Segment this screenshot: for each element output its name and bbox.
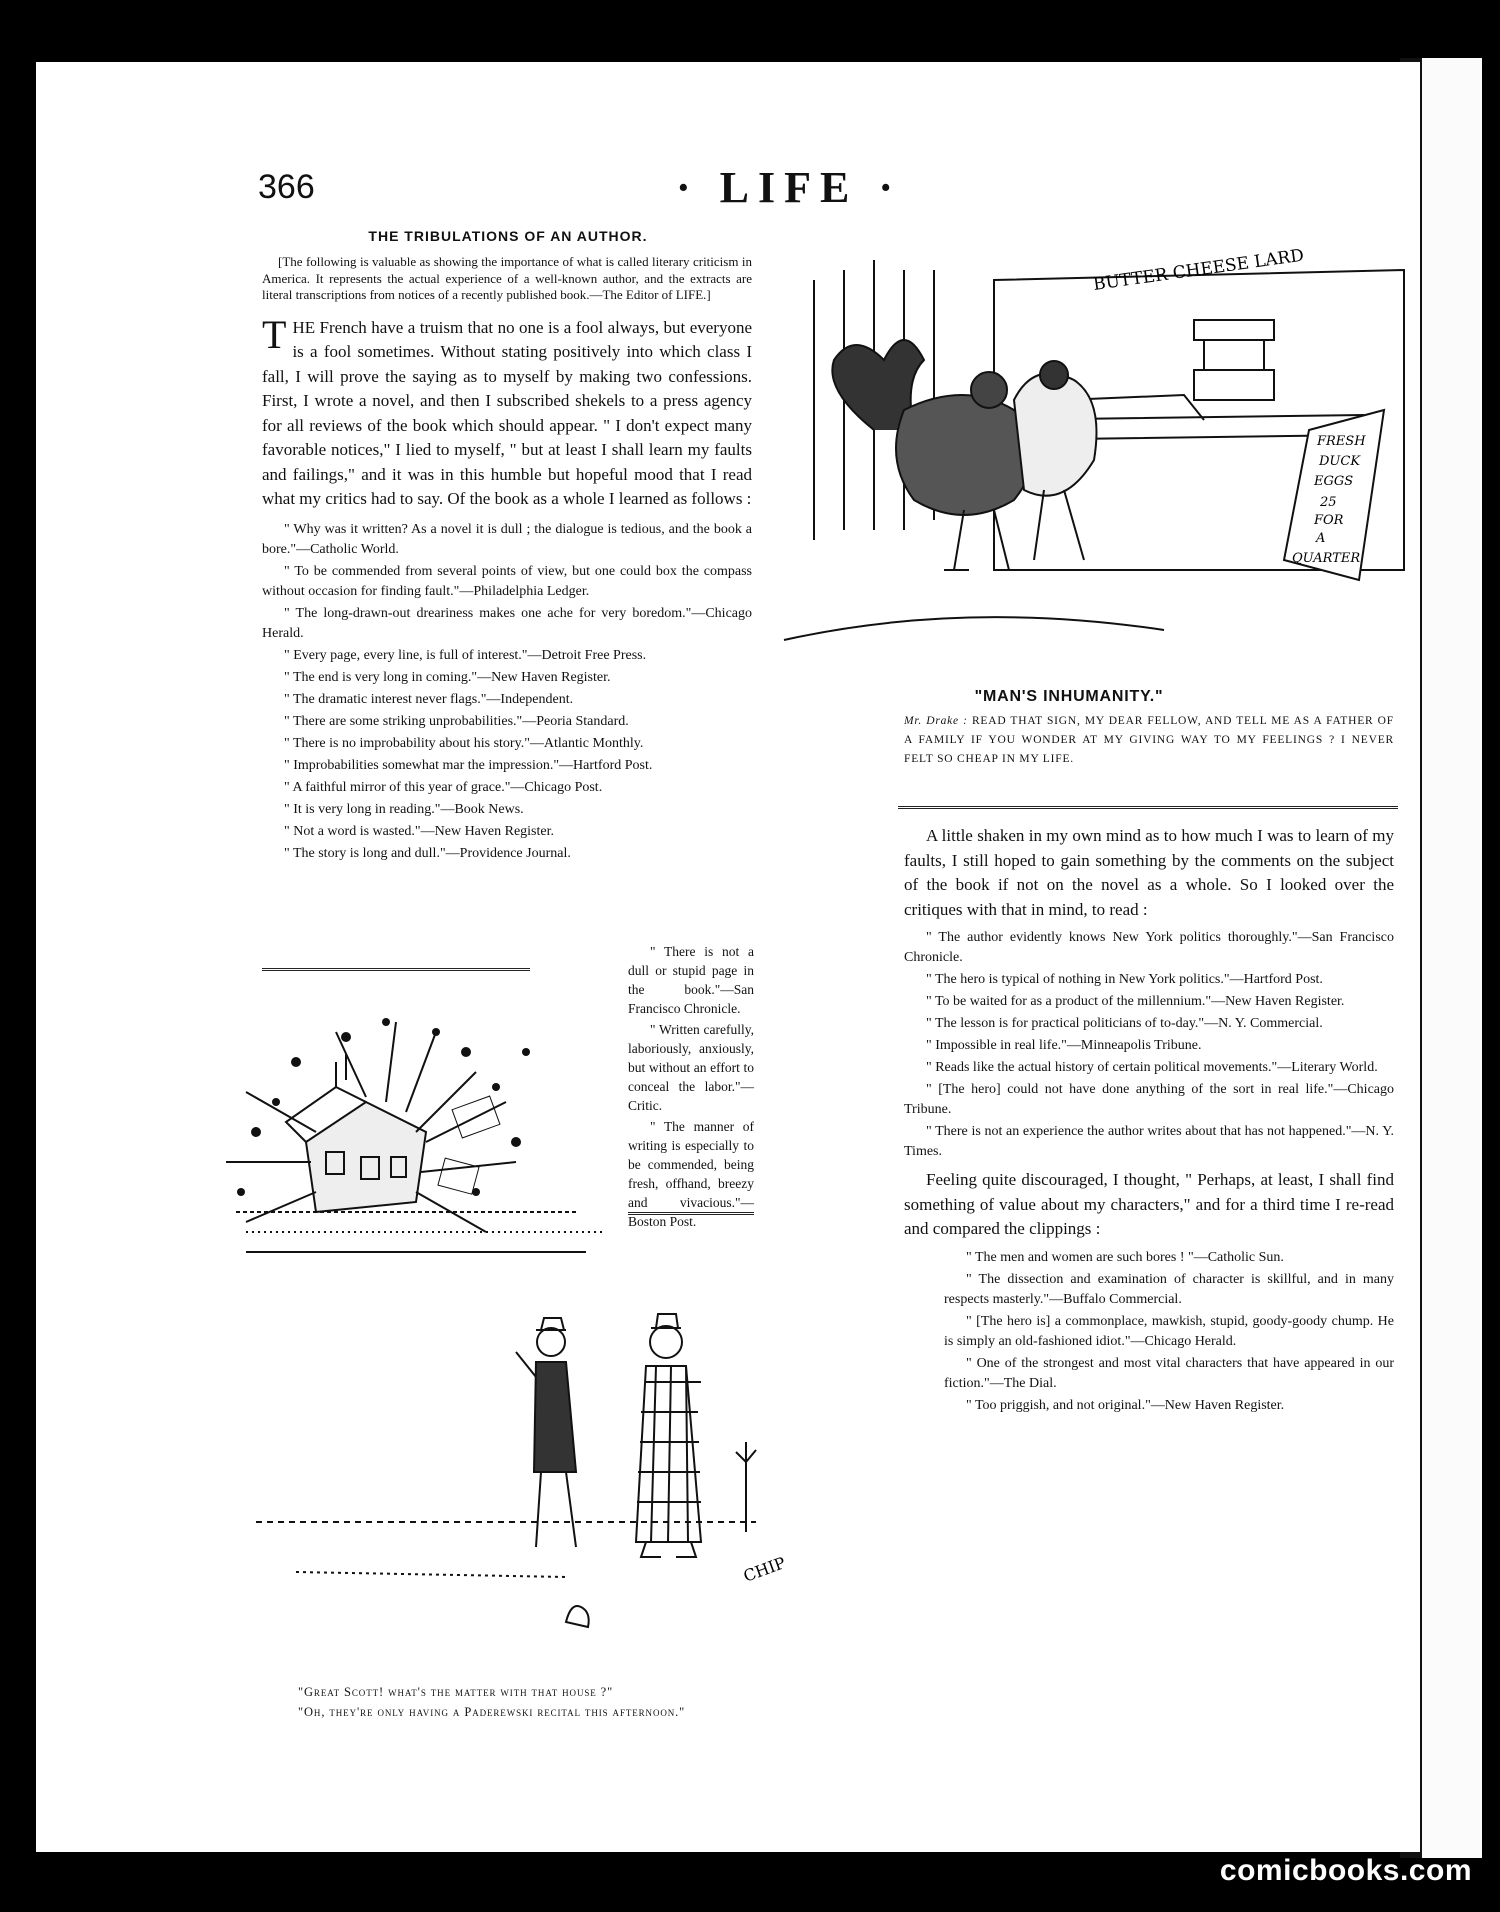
rooster-illustration: [764, 240, 1414, 670]
review-quote: " There is no improbability about his story."—Atlantic Monthly.: [284, 735, 644, 751]
review-quote: " [The hero] could not have done anything of the sort in real life."—Chicago Tribune.: [904, 1082, 1394, 1117]
page-number: 366: [258, 168, 315, 206]
divider-rule: [898, 806, 1398, 812]
review-quote: " Written carefully, laboriously, anxiously, but without an effort to conceal the labor."—Critic.: [628, 1022, 754, 1113]
review-quote: " There is not a dull or stupid page in the book."—San Francisco Chronicle.: [628, 944, 754, 1016]
caption-text: READ THAT SIGN, MY DEAR FELLOW, AND TELL ME AS A FATHER OF A FAMILY IF YOU WONDER AT MY GIVING WAY TO MY FEELINGS ? I NEVER FELT SO CHEAP IN MY LIFE.: [904, 715, 1394, 765]
right-column: [904, 824, 1394, 1418]
review-quote: " The author evidently knows New York politics thoroughly."—San Francisco Chronicle.: [904, 930, 1394, 965]
review-quote: " It is very long in reading."—Book News.: [284, 801, 524, 817]
watermark: comicbooks.com: [1219, 1854, 1472, 1887]
article-title: THE TRIBULATIONS OF AN AUTHOR.: [368, 228, 648, 244]
review-quote: " Every page, every line, is full of interest."—Detroit Free Press.: [284, 647, 647, 663]
rooster-cartoon-caption: [904, 712, 1394, 769]
quotes-block-2: [628, 942, 754, 1233]
divider-rule: [262, 968, 530, 974]
review-quote: " Impossible in real life."—Minneapolis Tribune.: [926, 1038, 1202, 1053]
review-quote: " There are some striking unprobabilities."—Peoria Standard.: [284, 713, 629, 729]
caption-line-2: "Oh, they're only having a Paderewski recital this afternoon.": [298, 1705, 686, 1719]
review-quote: " The story is long and dull."—Providence Journal.: [284, 845, 571, 861]
review-quote: " A faithful mirror of this year of grace."—Chicago Post.: [284, 779, 603, 795]
review-quote: " One of the strongest and most vital characters that have appeared in our fiction."—The Dial.: [944, 1355, 1394, 1391]
sign-line: DUCK: [1319, 454, 1361, 469]
opening-paragraph: [262, 311, 752, 512]
review-quote: " Improbabilities somewhat mar the impression."—Hartford Post.: [284, 757, 653, 773]
review-quote: " The end is very long in coming."—New Haven Register.: [284, 669, 611, 685]
review-quote: " The men and women are such bores ! "—Catholic Sun.: [966, 1249, 1284, 1265]
next-page-edge: [1422, 58, 1482, 1858]
review-quote: " The long-drawn-out dreariness makes one ache for very boredom."—Chicago Herald.: [262, 605, 752, 641]
speaker-name: Mr. Drake :: [904, 715, 968, 727]
divider-rule: [628, 1212, 754, 1218]
artist-signature: CHIP: [740, 1553, 789, 1586]
review-quote: " Too priggish, and not original."—New Haven Register.: [966, 1397, 1285, 1413]
review-quote: " The manner of writing is especially to be commended, being fresh, offhand, breezy and vivacious."—Boston Post.: [628, 1119, 754, 1229]
review-quote: " [The hero is] a commonplace, mawkish, stupid, goody-goody chump. He is simply an old-fashioned idiot."—Chicago Herald.: [944, 1313, 1394, 1349]
editor-intro: [The following is valuable as showing the importance of what is called literary criticism in America. It represents the actual experience of a well-known author, and the extracts are literal transcriptions from notices of a recently published book.—The Editor of LIFE.]: [262, 254, 752, 302]
paragraph-text: HE French have a truism that no one is a fool always, but everyone is a fool sometimes. Without stating positively into which class I fall, I will prove the saying as to myself by making two confessions. First, I wrote a novel, and then I subscribed shekels to a press agency for all reviews of the book which should appear. " I don't expect many favorable notices," I lied to myself, " but at least I shall learn my faults and failings," and it was in this humble but hopeful mood that I read what my critics had to say. Of the book as a whole I learned as follows :: [262, 317, 752, 508]
review-quote: " The dissection and examination of character is skillful, and in many respects masterly."—Buffalo Commercial.: [944, 1271, 1394, 1307]
rooster-cartoon-title: "MAN'S INHUMANITY.": [974, 688, 1164, 705]
shop-sign: BUTTER CHEESE LARD: [1091, 245, 1306, 295]
exploding-house-illustration: [186, 992, 626, 1282]
review-quote: " Not a word is wasted."—New Haven Register.: [284, 823, 554, 839]
two-men-illustration: [236, 1282, 789, 1642]
review-quote: " There is not an experience the author writes about that has not happened."—N. Y. Times.: [904, 1124, 1394, 1159]
drop-cap: T: [262, 311, 287, 357]
masthead: · LIFE ·: [676, 163, 903, 212]
review-quote: " Why was it written? As a novel it is dull ; the dialogue is tedious, and the book a bore."—Catholic World.: [262, 521, 752, 557]
review-quote: " The lesson is for practical politicians of to-day."—N. Y. Commercial.: [926, 1016, 1323, 1031]
house-cartoon-caption: [298, 1682, 778, 1722]
caption-line-1: "Great Scott! what's the matter with that house ?": [298, 1685, 614, 1699]
sign-line: FOR: [1314, 513, 1344, 528]
review-quote: " Reads like the actual history of certain political movements."—Literary World.: [926, 1060, 1378, 1075]
sign-line: QUARTER: [1292, 551, 1361, 566]
review-quote: " To be waited for as a product of the millennium."—New Haven Register.: [926, 994, 1345, 1009]
sign-line: A: [1316, 531, 1326, 546]
sign-line: FRESH: [1317, 434, 1366, 449]
paragraph-2: A little shaken in my own mind as to how much I was to learn of my faults, I still hoped to gain something by the comments on the subject of the book if not on the novel as a whole. So I looked over the critiques with that in mind, to read :: [904, 826, 1394, 919]
review-quote: " To be commended from several points of view, but one could box the compass without occasion for finding fault."—Philadelphia Ledger.: [262, 563, 752, 599]
magazine-page: [36, 62, 1420, 1852]
left-column: [262, 254, 752, 866]
quotes-block-3: [904, 928, 1394, 1162]
paragraph-3: Feeling quite discouraged, I thought, " Perhaps, at least, I shall find something of value about my characters," and for a third time I re-read and compared the clippings :: [904, 1170, 1394, 1238]
quotes-block-4: [904, 1248, 1394, 1416]
review-quote: " The dramatic interest never flags."—Independent.: [284, 691, 574, 707]
sign-line: 25: [1320, 495, 1337, 510]
review-quote: " The hero is typical of nothing in New York politics."—Hartford Post.: [926, 972, 1323, 987]
sign-line: EGGS: [1314, 474, 1354, 489]
quotes-block-1: [262, 520, 752, 864]
